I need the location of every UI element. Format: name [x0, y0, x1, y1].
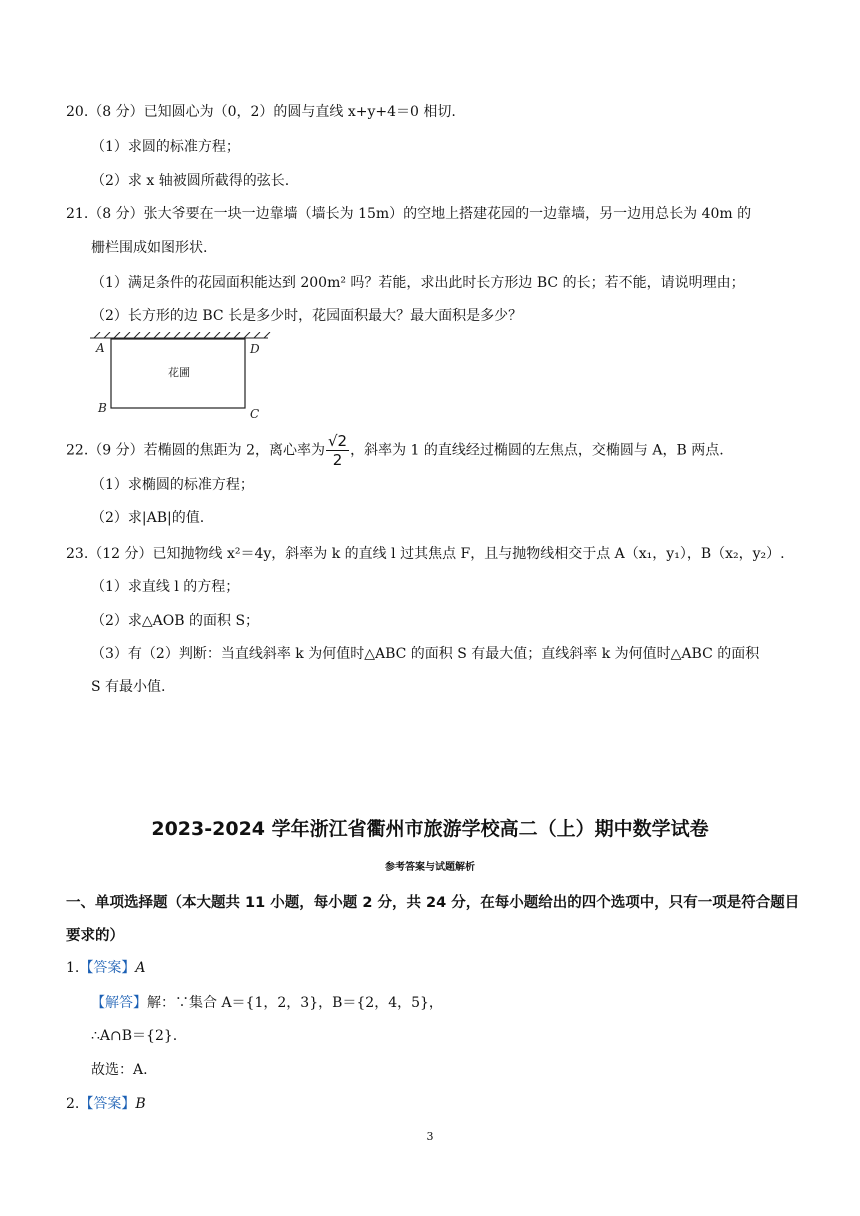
q22-stem-before: 22.（9 分）若椭圆的焦距为 2，离心率为 [66, 442, 325, 459]
answer-1-solution [91, 993, 443, 1013]
garden-label: 花圃 [168, 366, 190, 379]
q20-part1: （1）求圆的标准方程； [91, 139, 240, 155]
q21-part1: （1）满足条件的花园面积能达到 200m² 吗？若能，求出此时长方形边 BC 的长；若不能，请说明理由； [91, 275, 745, 291]
eccentricity-fraction [326, 432, 349, 469]
q23-part3-line2: S 有最小值. [91, 679, 166, 695]
q21-stem-line1: 21.（8 分）张大爷要在一块一边靠墙（墙长为 15m）的空地上搭建花园的一边靠墙，另一边用总长为 40m 的 [66, 206, 752, 222]
answer-2-number: 2. [66, 1096, 80, 1112]
q22-stem-after: ，斜率为 1 的直线经过椭圆的左焦点，交椭圆与 A，B 两点. [350, 442, 724, 459]
answer-1-solution-text: 解：∵集合 A＝{1，2，3}，B＝{2，4，5}， [147, 995, 443, 1011]
q21-stem-line2: 栅栏围成如图形状. [91, 240, 208, 256]
answer-1-line2: ∴A∩B＝{2}. [91, 1028, 178, 1044]
fraction-numerator: √2 [327, 432, 348, 450]
garden-diagram-svg [88, 332, 272, 424]
fraction-denominator: 2 [332, 451, 343, 469]
answer-key-subtitle: 参考答案与试题解析 [385, 862, 475, 873]
answer-1-line3: 故选：A. [91, 1062, 148, 1078]
answer-1-tag: 【答案】 [79, 960, 136, 976]
section-heading: 一、单项选择题（本大题共 11 小题，每小题 2 分，共 24 分，在每小题给出的四个选项中，只有一项是符合题目要求的） [66, 895, 800, 944]
label-b: B [98, 401, 107, 415]
answer-key-title: 2023-2024 学年浙江省衢州市旅游学校高二（上）期中数学试卷 [151, 818, 709, 840]
answer-2 [66, 1094, 146, 1114]
q22-part1: （1）求椭圆的标准方程； [91, 477, 254, 493]
answer-1 [66, 958, 145, 978]
answer-1-number: 1. [66, 960, 80, 976]
q20-stem: 20.（8 分）已知圆心为（0，2）的圆与直线 x+y+4＝0 相切. [66, 104, 456, 120]
label-d: D [250, 342, 260, 356]
q20-part2: （2）求 x 轴被圆所截得的弦长. [91, 173, 290, 189]
page-number: 3 [426, 1130, 434, 1143]
answer-1-value: A [135, 960, 146, 976]
q21-part2: （2）长方形的边 BC 长是多少时，花园面积最大？最大面积是多少？ [91, 308, 523, 324]
q22-stem [66, 432, 724, 469]
q23-part3-line1: （3）有（2）判断：当直线斜率 k 为何值时△ABC 的面积 S 有最大值；直线斜率 k 为何值时△ABC 的面积 [91, 646, 760, 662]
q22-part2: （2）求|AB|的值. [91, 510, 205, 526]
q23-stem: 23.（12 分）已知抛物线 x²＝4y，斜率为 k 的直线 l 过其焦点 F，且与抛物线相交于点 A（x₁，y₁），B（x₂，y₂）. [66, 546, 785, 562]
q23-part2: （2）求△AOB 的面积 S； [91, 613, 260, 629]
answer-2-value: B [135, 1096, 146, 1112]
wall-hatching [90, 332, 270, 338]
answer-2-tag: 【答案】 [79, 1096, 136, 1112]
label-a: A [96, 341, 105, 355]
garden-figure [88, 332, 272, 424]
q23-part1: （1）求直线 l 的方程； [91, 579, 240, 595]
label-c: C [250, 407, 260, 421]
answer-1-solution-tag: 【解答】 [91, 995, 147, 1011]
